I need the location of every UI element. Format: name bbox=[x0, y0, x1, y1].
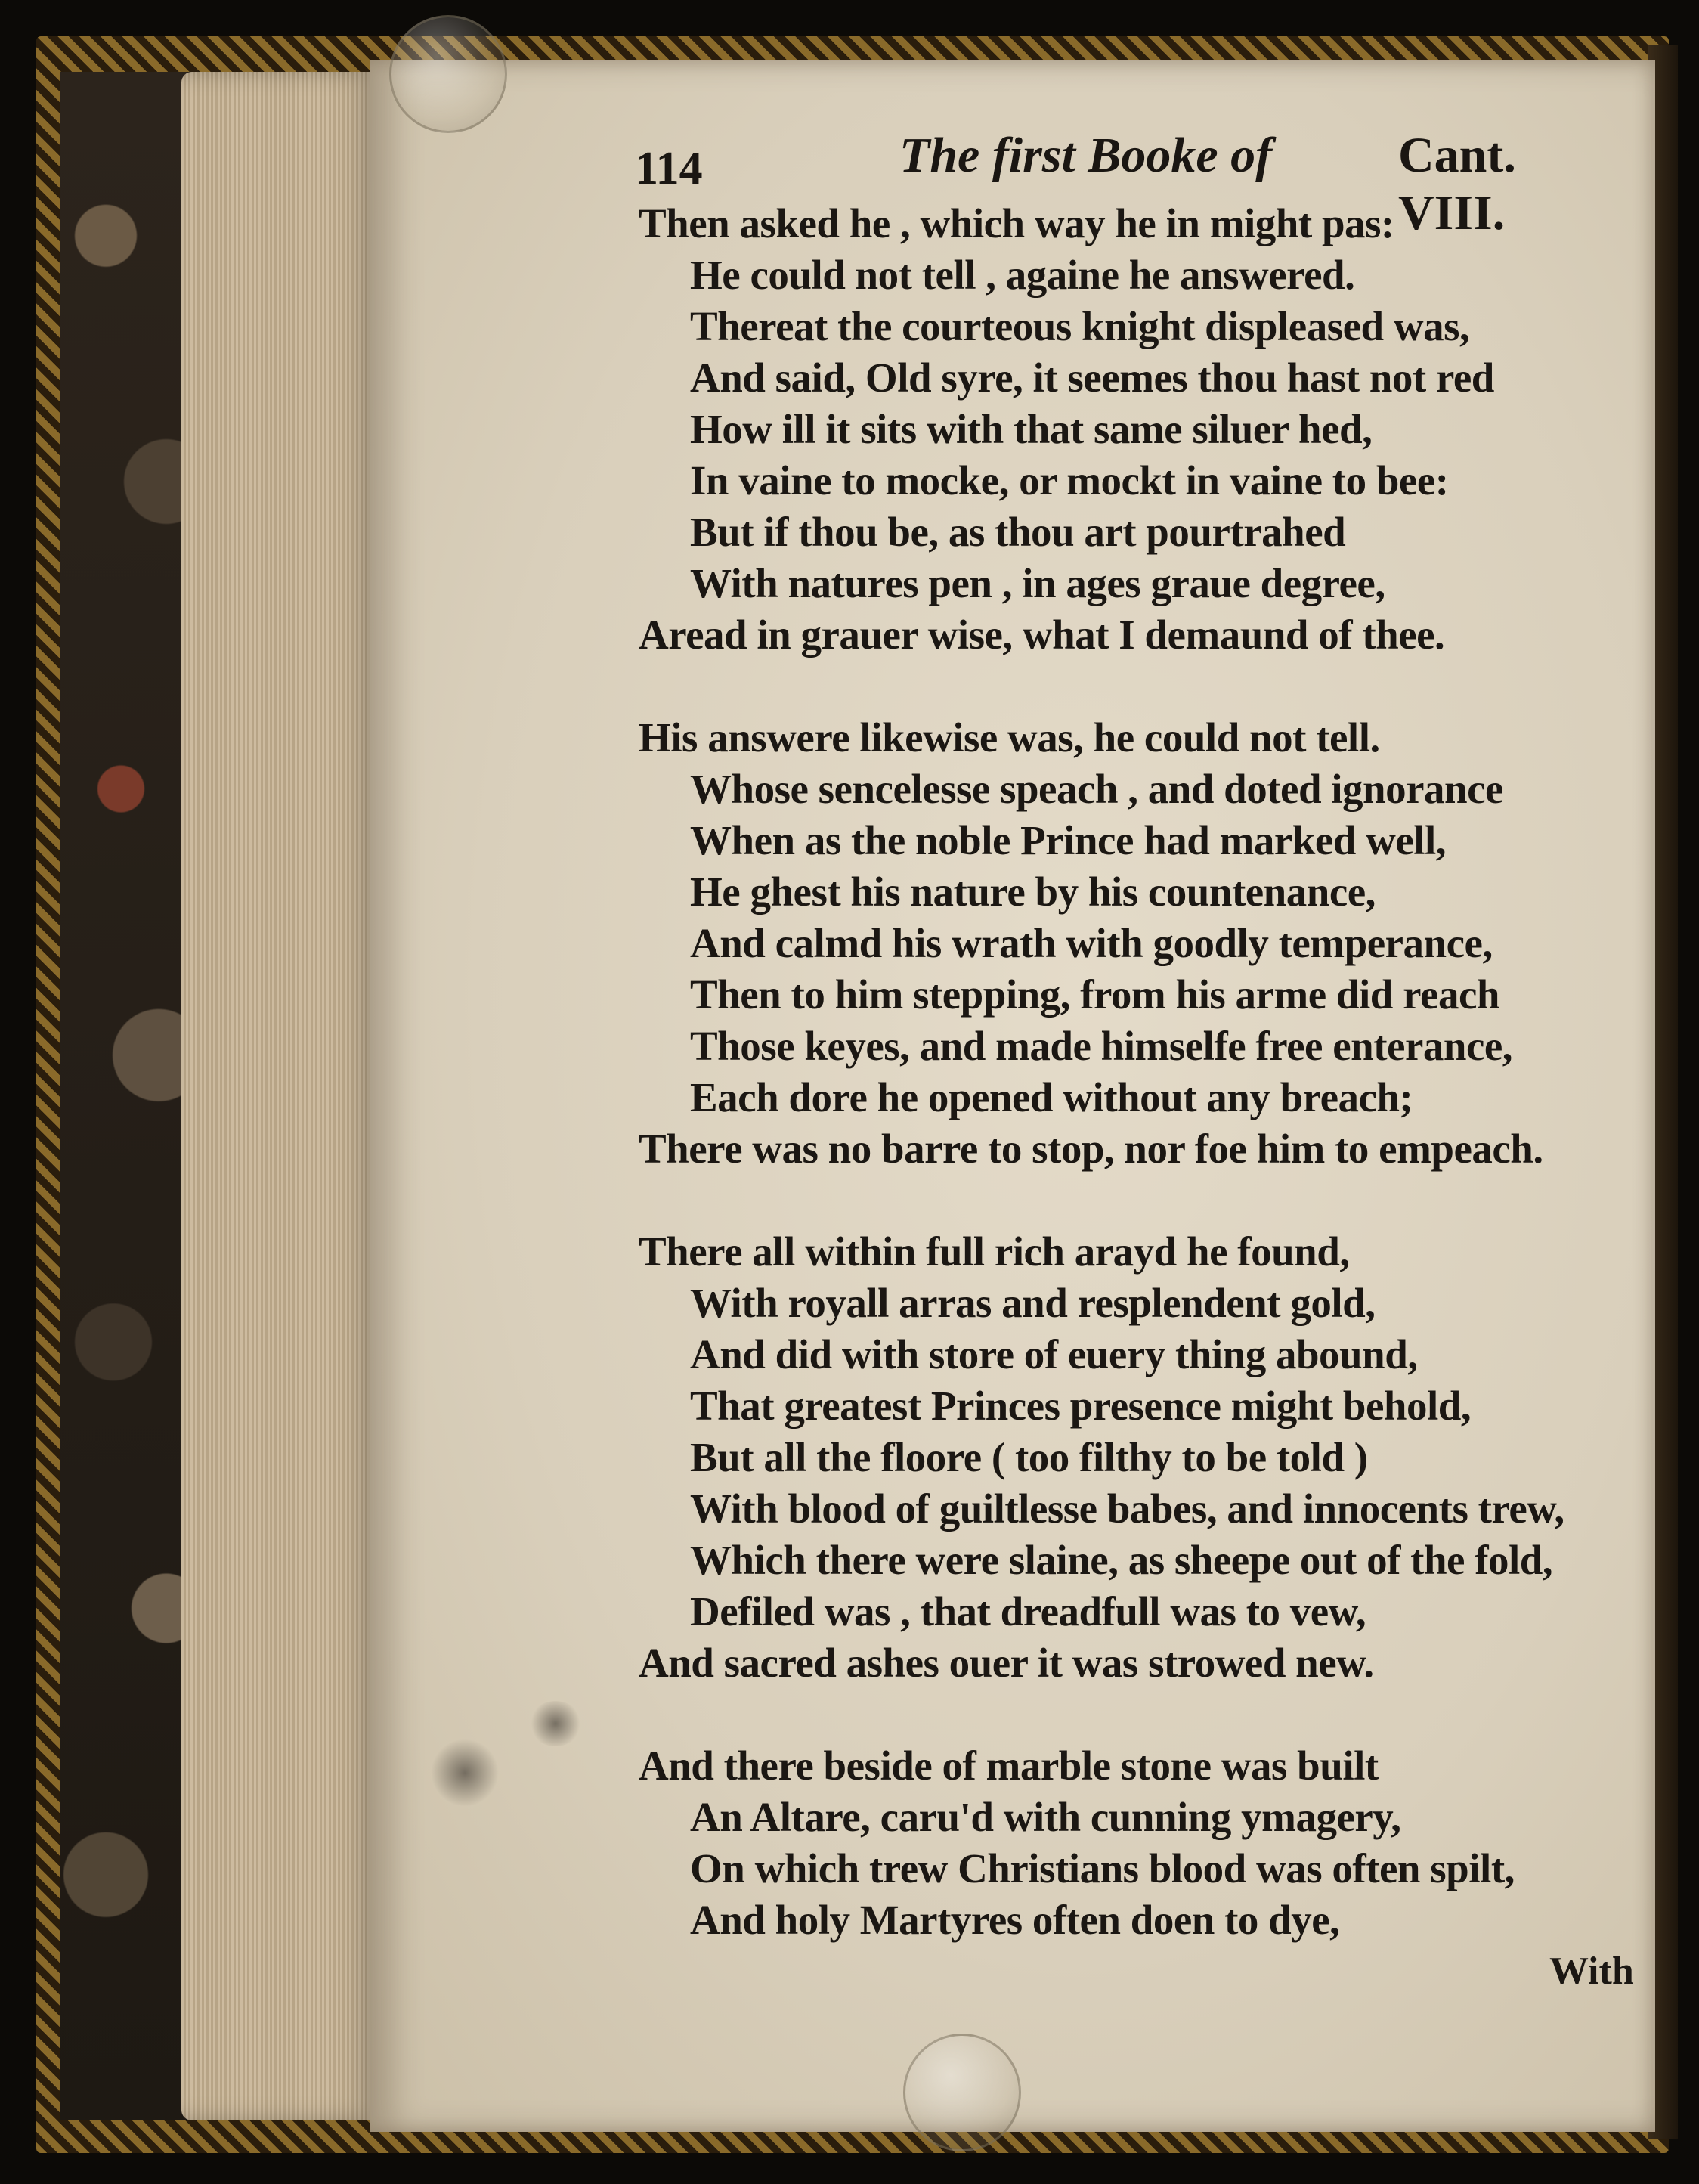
verse-line: Defiled was , that dreadfull was to vew, bbox=[690, 1588, 1366, 1634]
verse-line: Which there were slaine, as sheepe out of the fold, bbox=[690, 1537, 1553, 1583]
ink-stain bbox=[529, 1701, 582, 1746]
ink-stain bbox=[431, 1739, 499, 1807]
verse-line: Those keyes, and made himselfe free enterance, bbox=[690, 1023, 1513, 1069]
page-edges bbox=[181, 72, 378, 2120]
verse-line: And calmd his wrath with goodly temperance, bbox=[690, 920, 1493, 966]
verse-line: Each dore he opened without any breach; bbox=[690, 1074, 1413, 1120]
glass-weight-top bbox=[389, 15, 507, 133]
verse-line: He ghest his nature by his countenance, bbox=[690, 869, 1376, 915]
verse-line: And there beside of marble stone was built bbox=[639, 1743, 1379, 1789]
verse-line: An Altare, caru'd with cunning ymagery, bbox=[690, 1794, 1401, 1840]
verse-line: And holy Martyres often doen to dye, bbox=[690, 1897, 1340, 1943]
verse-line: With royall arras and resplendent gold, bbox=[690, 1280, 1376, 1326]
verse-line: That greatest Princes presence might behold, bbox=[690, 1383, 1472, 1429]
verse-line: On which trew Christians blood was often spilt, bbox=[690, 1845, 1515, 1891]
verse-line: And sacred ashes ouer it was strowed new. bbox=[639, 1640, 1374, 1686]
canto-label: Cant. VIII. bbox=[1398, 128, 1516, 240]
verse-line: And did with store of euery thing abound, bbox=[690, 1331, 1418, 1377]
verse-line: Thereat the courteous knight displeased was, bbox=[690, 303, 1470, 349]
verse-line: Then asked he , which way he in might pas: bbox=[639, 200, 1394, 246]
verse-line: And said, Old syre, it seemes thou hast not red bbox=[690, 355, 1494, 401]
verse-line: With natures pen , in ages graue degree, bbox=[690, 560, 1385, 606]
verse-line: When as the noble Prince had marked well, bbox=[690, 817, 1447, 863]
stanza bbox=[639, 712, 1644, 1175]
verse-line: But all the floore ( too filthy to be told ) bbox=[690, 1434, 1368, 1480]
verse-line: In vaine to mocke, or mockt in vaine to bee: bbox=[690, 457, 1449, 503]
poem-text bbox=[639, 198, 1644, 1997]
verse-line: How ill it sits with that same siluer hed, bbox=[690, 406, 1373, 452]
stanza bbox=[639, 1740, 1644, 1946]
page-number: 114 bbox=[635, 143, 703, 194]
verse-line: His answere likewise was, he could not tell. bbox=[639, 714, 1380, 761]
book-title: The first Booke of bbox=[899, 128, 1273, 183]
stanza bbox=[639, 198, 1644, 661]
verse-line: But if thou be, as thou art pourtrahed bbox=[690, 509, 1346, 555]
verse-line: Whose sencelesse speach , and doted ignorance bbox=[690, 766, 1503, 812]
verse-line: There was no barre to stop, nor foe him to empeach. bbox=[639, 1126, 1543, 1172]
verse-line: Then to him stepping, from his arme did reach bbox=[690, 971, 1499, 1018]
stanza bbox=[639, 1226, 1644, 1689]
verse-line: There all within full rich arayd he found, bbox=[639, 1228, 1350, 1275]
catchword: With bbox=[1549, 1950, 1634, 1993]
verse-line: Aread in grauer wise, what I demaund of thee. bbox=[639, 612, 1445, 658]
glass-weight-bottom bbox=[903, 2034, 1021, 2151]
verse-line: He could not tell , againe he answered. bbox=[690, 252, 1355, 298]
verse-line: With blood of guiltlesse babes, and innocents trew, bbox=[690, 1485, 1564, 1532]
